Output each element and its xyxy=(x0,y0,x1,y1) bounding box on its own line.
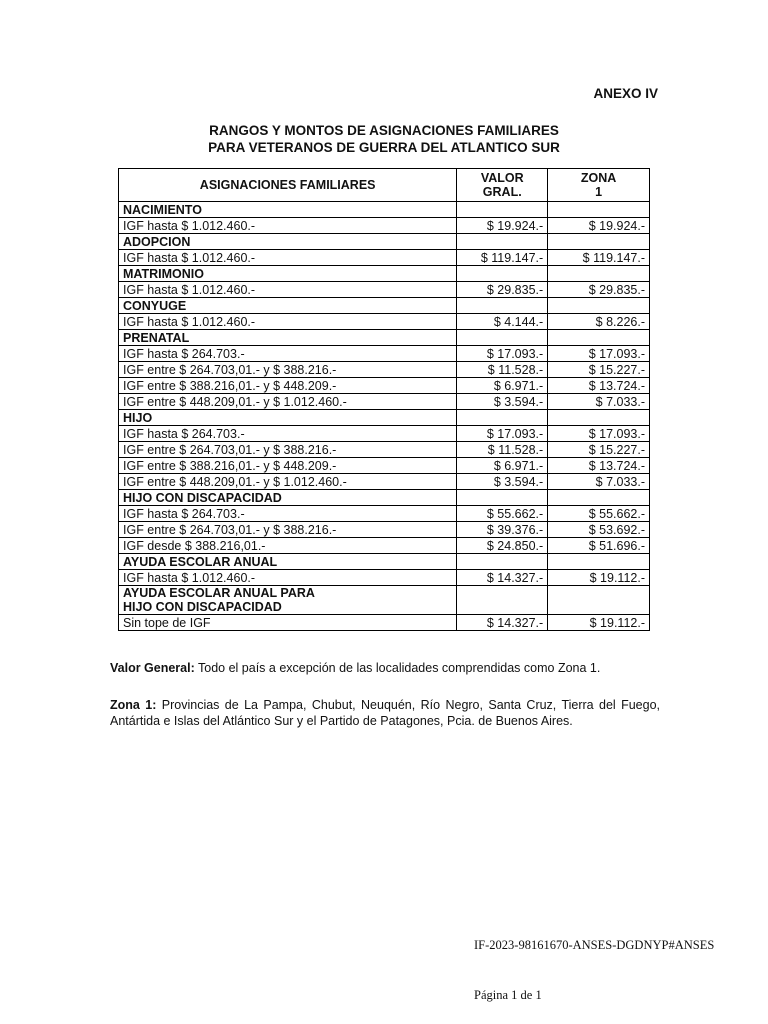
valor-gral-cell: $ 55.662.- xyxy=(457,506,548,522)
empty-cell xyxy=(548,234,650,250)
category-label: MATRIMONIO xyxy=(119,266,457,282)
valor-gral-cell: $ 14.327.- xyxy=(457,570,548,586)
page-number: Página 1 de 1 xyxy=(474,988,542,1002)
zona-1-cell: $ 19.112.- xyxy=(548,615,650,631)
table-row xyxy=(119,250,650,266)
zona-1-cell: $ 51.696.- xyxy=(548,538,650,554)
row-label: IGF entre $ 448.209,01.- y $ 1.012.460.- xyxy=(119,394,457,410)
category-row xyxy=(119,266,650,282)
zona-1-cell: $ 17.093.- xyxy=(548,426,650,442)
valor-gral-cell: $ 19.924.- xyxy=(457,218,548,234)
empty-cell xyxy=(548,202,650,218)
empty-cell xyxy=(457,554,548,570)
annex-label: ANEXO IV xyxy=(593,86,658,101)
category-row xyxy=(119,410,650,426)
row-label: IGF hasta $ 264.703.- xyxy=(119,426,457,442)
zona-1-cell: $ 119.147.- xyxy=(548,250,650,266)
allowances-table xyxy=(118,168,650,631)
empty-cell xyxy=(548,266,650,282)
empty-cell xyxy=(548,490,650,506)
category-label: NACIMIENTO xyxy=(119,202,457,218)
row-label: IGF hasta $ 1.012.460.- xyxy=(119,570,457,586)
note-zona-1 xyxy=(110,697,660,729)
category-label: AYUDA ESCOLAR ANUAL PARA HIJO CON DISCAPACIDAD xyxy=(119,586,457,615)
row-label: IGF hasta $ 1.012.460.- xyxy=(119,218,457,234)
table-row xyxy=(119,378,650,394)
category-label: CONYUGE xyxy=(119,298,457,314)
note-valor-general-text: Todo el país a excepción de las localidades comprendidas como Zona 1. xyxy=(194,661,601,675)
table-row xyxy=(119,218,650,234)
valor-gral-cell: $ 17.093.- xyxy=(457,426,548,442)
table-row xyxy=(119,538,650,554)
category-label: HIJO xyxy=(119,410,457,426)
title-line-1: RANGOS Y MONTOS DE ASIGNACIONES FAMILIARES xyxy=(209,123,559,138)
valor-gral-cell: $ 119.147.- xyxy=(457,250,548,266)
valor-gral-cell: $ 3.594.- xyxy=(457,394,548,410)
row-label: IGF entre $ 388.216,01.- y $ 448.209.- xyxy=(119,378,457,394)
document-title xyxy=(0,122,768,156)
header-zona-1: ZONA 1 xyxy=(548,169,650,202)
empty-cell xyxy=(457,410,548,426)
category-row xyxy=(119,234,650,250)
zona-1-cell: $ 17.093.- xyxy=(548,346,650,362)
empty-cell xyxy=(457,298,548,314)
zona-1-cell: $ 19.924.- xyxy=(548,218,650,234)
zona-1-cell: $ 53.692.- xyxy=(548,522,650,538)
table-row xyxy=(119,394,650,410)
note-zona-1-text: Provincias de La Pampa, Chubut, Neuquén, Río Negro, Santa Cruz, Tierra del Fuego, Antártida e Islas del Atlántico Sur y el Partido de Patagones, Pcia. de Buenos Aires. xyxy=(110,698,660,728)
valor-gral-cell: $ 11.528.- xyxy=(457,442,548,458)
valor-gral-cell: $ 6.971.- xyxy=(457,378,548,394)
category-row xyxy=(119,202,650,218)
valor-gral-cell: $ 17.093.- xyxy=(457,346,548,362)
empty-cell xyxy=(457,586,548,615)
empty-cell xyxy=(457,490,548,506)
table-row xyxy=(119,282,650,298)
category-label: ADOPCION xyxy=(119,234,457,250)
table-row xyxy=(119,314,650,330)
table-row xyxy=(119,474,650,490)
table-row xyxy=(119,570,650,586)
zona-1-cell: $ 13.724.- xyxy=(548,458,650,474)
table-row xyxy=(119,458,650,474)
empty-cell xyxy=(548,554,650,570)
note-valor-general xyxy=(110,660,660,676)
zona-1-cell: $ 7.033.- xyxy=(548,394,650,410)
row-label: IGF entre $ 448.209,01.- y $ 1.012.460.- xyxy=(119,474,457,490)
table-row xyxy=(119,346,650,362)
empty-cell xyxy=(548,330,650,346)
table-row xyxy=(119,522,650,538)
row-label: IGF hasta $ 1.012.460.- xyxy=(119,282,457,298)
row-label: IGF entre $ 264.703,01.- y $ 388.216.- xyxy=(119,442,457,458)
valor-gral-cell: $ 3.594.- xyxy=(457,474,548,490)
table-row xyxy=(119,615,650,631)
zona-1-cell: $ 19.112.- xyxy=(548,570,650,586)
table-row xyxy=(119,426,650,442)
empty-cell xyxy=(457,234,548,250)
table-row xyxy=(119,506,650,522)
empty-cell xyxy=(548,586,650,615)
category-label: HIJO CON DISCAPACIDAD xyxy=(119,490,457,506)
empty-cell xyxy=(457,266,548,282)
zona-1-cell: $ 15.227.- xyxy=(548,362,650,378)
row-label: IGF hasta $ 264.703.- xyxy=(119,346,457,362)
category-row xyxy=(119,330,650,346)
category-row xyxy=(119,490,650,506)
valor-gral-cell: $ 11.528.- xyxy=(457,362,548,378)
table-header-row xyxy=(119,169,650,202)
category-label: AYUDA ESCOLAR ANUAL xyxy=(119,554,457,570)
table-row xyxy=(119,362,650,378)
zona-1-cell: $ 15.227.- xyxy=(548,442,650,458)
valor-gral-cell: $ 24.850.- xyxy=(457,538,548,554)
valor-gral-cell: $ 14.327.- xyxy=(457,615,548,631)
row-label: IGF hasta $ 264.703.- xyxy=(119,506,457,522)
table-row xyxy=(119,442,650,458)
row-label: IGF entre $ 264.703,01.- y $ 388.216.- xyxy=(119,522,457,538)
zona-1-cell: $ 29.835.- xyxy=(548,282,650,298)
valor-gral-cell: $ 29.835.- xyxy=(457,282,548,298)
empty-cell xyxy=(457,330,548,346)
document-id: IF-2023-98161670-ANSES-DGDNYP#ANSES xyxy=(474,938,715,952)
note-zona-1-label: Zona 1: xyxy=(110,698,157,712)
header-valor-gral: VALOR GRAL. xyxy=(457,169,548,202)
empty-cell xyxy=(457,202,548,218)
empty-cell xyxy=(548,410,650,426)
empty-cell xyxy=(548,298,650,314)
category-row xyxy=(119,298,650,314)
valor-gral-cell: $ 39.376.- xyxy=(457,522,548,538)
row-label: IGF entre $ 264.703,01.- y $ 388.216.- xyxy=(119,362,457,378)
valor-gral-cell: $ 4.144.- xyxy=(457,314,548,330)
row-label: IGF hasta $ 1.012.460.- xyxy=(119,250,457,266)
zona-1-cell: $ 55.662.- xyxy=(548,506,650,522)
row-label: IGF desde $ 388.216,01.- xyxy=(119,538,457,554)
header-asignaciones: ASIGNACIONES FAMILIARES xyxy=(119,169,457,202)
row-label: Sin tope de IGF xyxy=(119,615,457,631)
category-label: PRENATAL xyxy=(119,330,457,346)
row-label: IGF entre $ 388.216,01.- y $ 448.209.- xyxy=(119,458,457,474)
valor-gral-cell: $ 6.971.- xyxy=(457,458,548,474)
zona-1-cell: $ 7.033.- xyxy=(548,474,650,490)
row-label: IGF hasta $ 1.012.460.- xyxy=(119,314,457,330)
title-line-2: PARA VETERANOS DE GUERRA DEL ATLANTICO SUR xyxy=(208,140,560,155)
category-row xyxy=(119,554,650,570)
zona-1-cell: $ 8.226.- xyxy=(548,314,650,330)
zona-1-cell: $ 13.724.- xyxy=(548,378,650,394)
category-row xyxy=(119,586,650,615)
note-valor-general-label: Valor General: xyxy=(110,661,195,675)
